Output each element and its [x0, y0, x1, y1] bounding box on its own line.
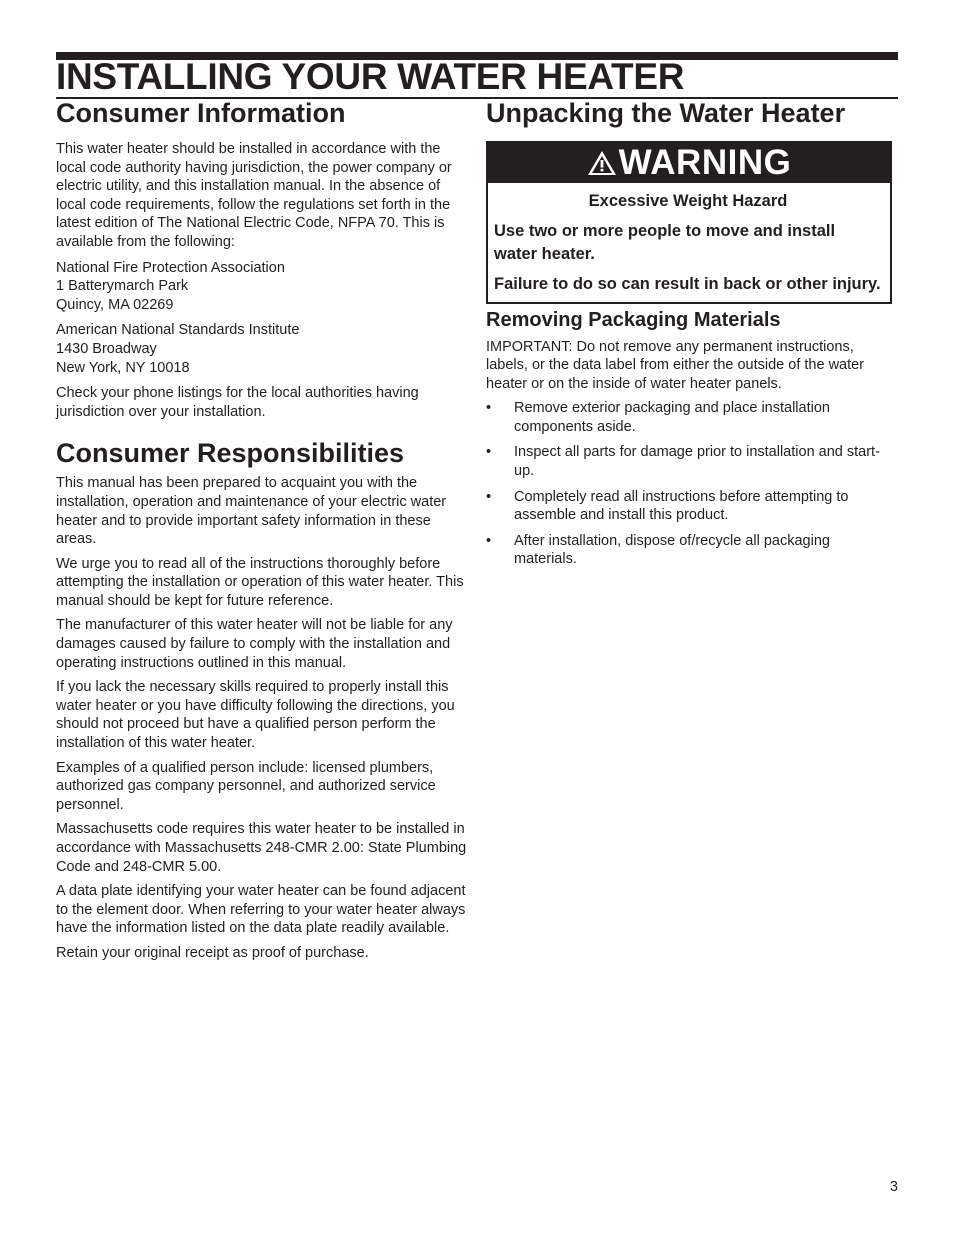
list-item [486, 399, 898, 436]
list-item [486, 443, 898, 480]
responsibilities-paragraph: If you lack the necessary skills required to properly install this water heater or you have difficulty following the directions, you should not proceed but have a qualified person perform the installation of this water heater. [56, 679, 455, 752]
responsibilities-paragraph: Massachusetts code requires this water heater to be installed in accordance with Massachusetts 248-CMR 2.00: State Plumbing Code and 248-CMR 5.00. [56, 821, 467, 875]
responsibilities-paragraph: This manual has been prepared to acquaint you with the installation, operation and maintenance of your electric water heater and to provide important safety information in these areas. [56, 475, 447, 548]
bullet-icon: • [486, 444, 492, 461]
ansi-address-line3: New York, NY 10018 [56, 359, 190, 376]
consumer-information-section [56, 96, 468, 421]
warning-title: WARNING [618, 143, 792, 182]
bullet-icon: • [486, 532, 492, 549]
responsibilities-paragraph: A data plate identifying your water heater can be found adjacent to the element door. When referring to your water heater always have the information listed on the data plate readily available. [56, 883, 466, 937]
list-item [486, 488, 898, 525]
left-column [56, 96, 468, 963]
consumer-information-closing: Check your phone listings for the local authorities having jurisdiction over your installation. [56, 385, 419, 420]
bullet-icon: • [486, 488, 492, 505]
nfpa-address [56, 259, 468, 315]
nfpa-address-line1: National Fire Protection Association [56, 259, 285, 276]
nfpa-address-line2: 1 Batterymarch Park [56, 278, 189, 295]
bullet-icon: • [486, 400, 492, 417]
warning-body [488, 183, 890, 302]
right-column [486, 96, 898, 576]
consumer-information-heading: Consumer Information [56, 98, 346, 128]
list-item [486, 532, 898, 569]
warning-consequence: Failure to do so can result in back or other injury. [494, 275, 881, 293]
warning-triangle-icon [587, 149, 617, 177]
list-item-text: Inspect all parts for damage prior to installation and start-up. [514, 444, 880, 480]
responsibilities-paragraph: Examples of a qualified person include: licensed plumbers, authorized gas company personnel, and authorized service personnel. [56, 759, 436, 813]
responsibilities-paragraph: We urge you to read all of the instructions thoroughly before attempting the installation or operation of this water heater. This manual should be kept for future reference. [56, 555, 464, 609]
page-title: INSTALLING YOUR WATER HEATER [56, 56, 685, 97]
nfpa-address-line3: Quincy, MA 02269 [56, 296, 174, 313]
list-item-text: Completely read all instructions before attempting to assemble and install this product. [514, 488, 849, 524]
warning-header [488, 143, 890, 183]
packaging-steps-list [486, 399, 898, 569]
warning-instruction: Use two or more people to move and install water heater. [494, 222, 836, 263]
unpacking-heading: Unpacking the Water Heater [486, 98, 846, 128]
warning-box [486, 141, 892, 304]
responsibilities-paragraph: Retain your original receipt as proof of purchase. [56, 944, 369, 961]
unpacking-section [486, 96, 898, 569]
consumer-responsibilities-heading: Consumer Responsibilities [56, 438, 405, 469]
ansi-address-line1: American National Standards Institute [56, 322, 300, 339]
list-item-text: After installation, dispose of/recycle all packaging materials. [514, 532, 830, 568]
page-number: 3 [889, 1179, 898, 1195]
consumer-information-intro: This water heater should be installed in accordance with the local code authority having jurisdiction, the power company or electric utility, and this installation manual. In the absence of local code requirements, follow the regulations set forth in the latest edition of The National Electric Code, NFPA 70. This is available from the following: [56, 141, 452, 250]
ansi-address-line2: 1430 Broadway [56, 340, 157, 357]
removing-packaging-heading: Removing Packaging Materials [486, 308, 781, 331]
ansi-address [56, 321, 468, 377]
consumer-responsibilities-section [56, 436, 468, 962]
warning-hazard-label: Excessive Weight Hazard [588, 192, 788, 210]
responsibilities-paragraph: The manufacturer of this water heater will not be liable for any damages caused by failure to comply with the installation and operating instructions outlined in this manual. [56, 617, 453, 671]
removing-packaging-intro: IMPORTANT: Do not remove any permanent instructions, labels, or the data label from either the outside of the water heater or on the inside of water heater panels. [486, 338, 865, 392]
list-item-text: Remove exterior packaging and place installation components aside. [514, 400, 830, 435]
